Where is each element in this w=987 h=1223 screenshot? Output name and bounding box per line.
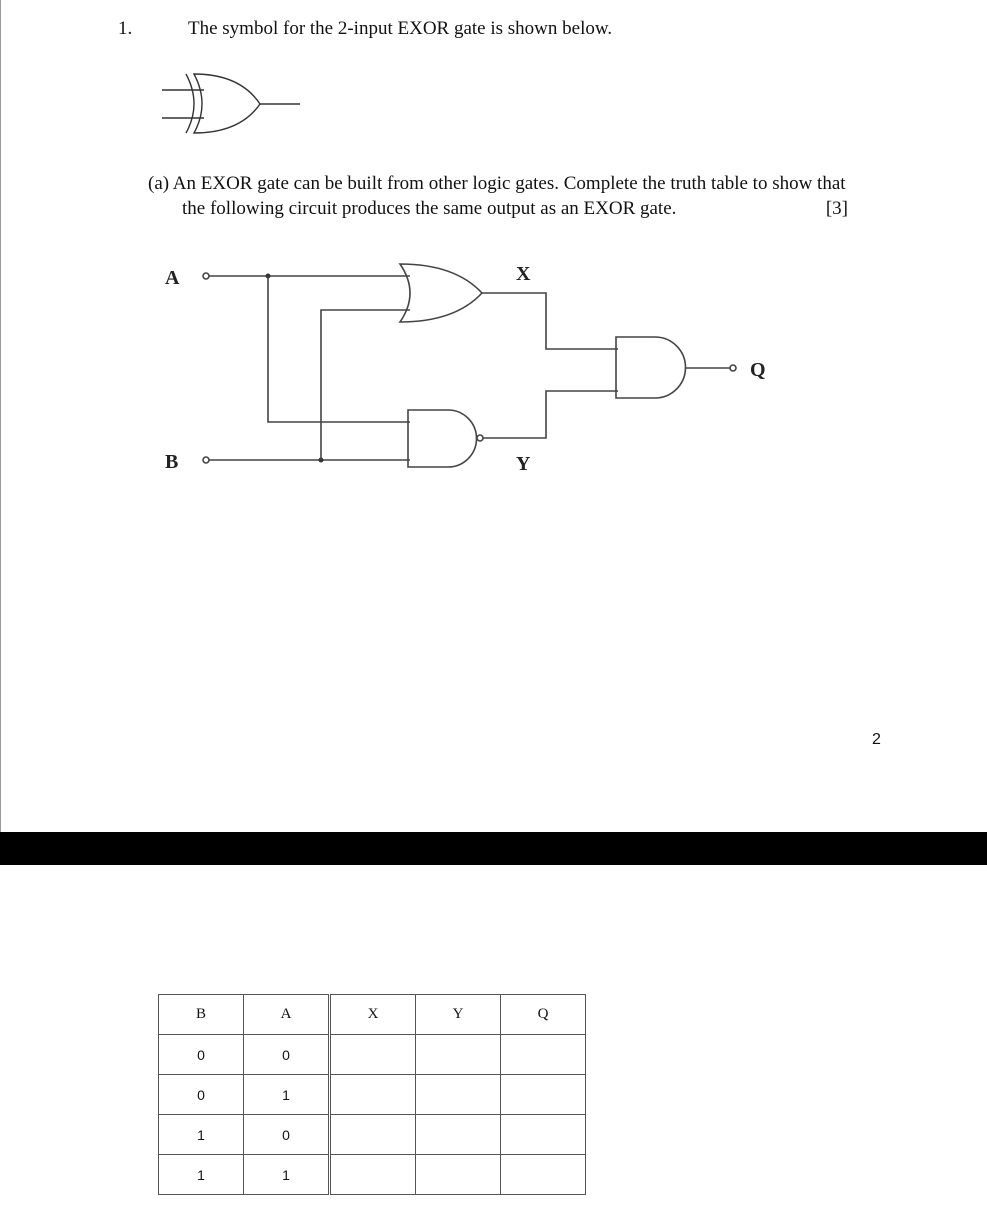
cell-q[interactable] xyxy=(501,1035,586,1075)
truth-table-header-row xyxy=(159,995,586,1035)
cell-b: 0 xyxy=(159,1035,244,1075)
or-gate xyxy=(400,264,482,322)
table-row xyxy=(159,1075,586,1115)
page-separator-band xyxy=(0,832,987,865)
table-row xyxy=(159,1035,586,1075)
cell-b: 1 xyxy=(159,1115,244,1155)
header-y: Y xyxy=(416,995,501,1035)
cell-x[interactable] xyxy=(330,1155,416,1195)
and-gate xyxy=(616,337,685,398)
cell-a: 0 xyxy=(244,1115,330,1155)
nand-bubble xyxy=(477,435,483,441)
label-q: Q xyxy=(750,359,766,381)
cell-a: 1 xyxy=(244,1075,330,1115)
header-b: B xyxy=(159,995,244,1035)
header-a: A xyxy=(244,995,330,1035)
cell-y[interactable] xyxy=(416,1115,501,1155)
wire-b-to-or xyxy=(321,310,410,460)
nand-gate xyxy=(408,410,476,467)
part-a-line-1: (a) An EXOR gate can be built from other logic gates. Complete the truth table to show that xyxy=(148,173,846,194)
wire-a-to-nand xyxy=(268,276,410,422)
header-q: Q xyxy=(501,995,586,1035)
label-x: X xyxy=(516,263,531,285)
header-x: X xyxy=(330,995,416,1035)
truth-table xyxy=(158,994,586,1195)
cell-y[interactable] xyxy=(416,1075,501,1115)
label-y: Y xyxy=(516,453,531,475)
wire-x xyxy=(482,293,618,349)
cell-q[interactable] xyxy=(501,1155,586,1195)
wire-y xyxy=(483,391,618,438)
table-row xyxy=(159,1155,586,1195)
input-a-terminal xyxy=(203,273,209,279)
logic-circuit-diagram xyxy=(0,0,987,520)
page-number: 2 xyxy=(872,731,881,748)
label-a: A xyxy=(165,267,180,289)
cell-q[interactable] xyxy=(501,1115,586,1155)
cell-b: 0 xyxy=(159,1075,244,1115)
table-row xyxy=(159,1115,586,1155)
question-intro: The symbol for the 2-input EXOR gate is shown below. xyxy=(188,18,613,39)
label-b: B xyxy=(165,451,179,473)
part-a-marks: [3] xyxy=(825,198,848,219)
cell-x[interactable] xyxy=(330,1075,416,1115)
cell-x[interactable] xyxy=(330,1035,416,1075)
output-q-terminal xyxy=(730,365,736,371)
question-number: 1. xyxy=(118,18,133,39)
input-b-terminal xyxy=(203,457,209,463)
cell-x[interactable] xyxy=(330,1115,416,1155)
part-a-line-2: the following circuit produces the same output as an EXOR gate. xyxy=(182,198,677,219)
cell-a: 0 xyxy=(244,1035,330,1075)
cell-a: 1 xyxy=(244,1155,330,1195)
cell-y[interactable] xyxy=(416,1155,501,1195)
cell-b: 1 xyxy=(159,1155,244,1195)
cell-q[interactable] xyxy=(501,1075,586,1115)
cell-y[interactable] xyxy=(416,1035,501,1075)
